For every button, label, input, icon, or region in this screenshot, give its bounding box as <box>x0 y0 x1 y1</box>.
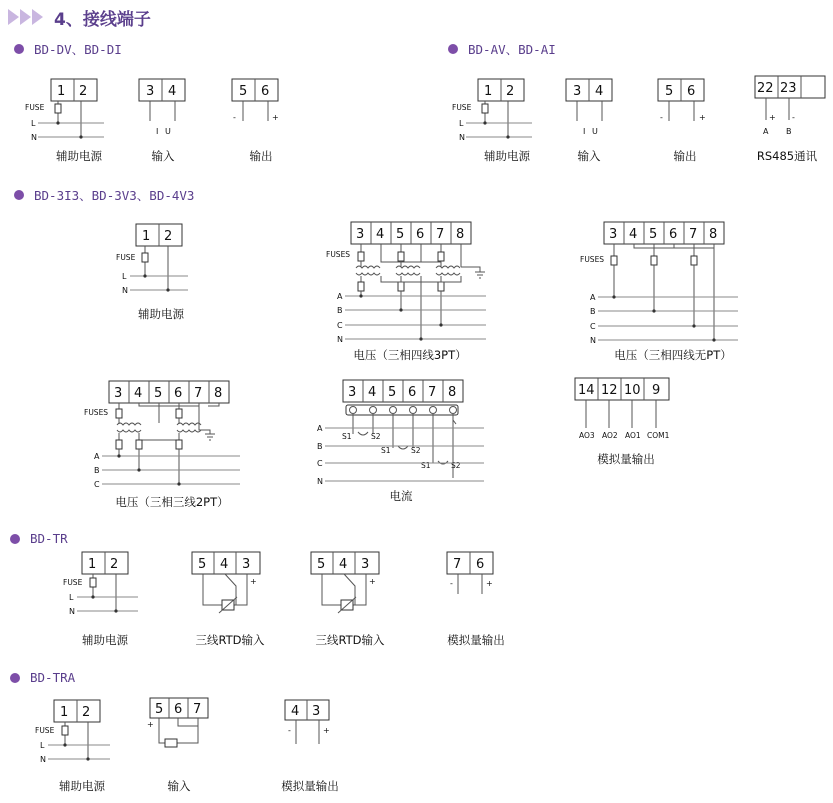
terminal-number: 6 <box>687 84 696 99</box>
terminal-number: 8 <box>456 227 465 242</box>
ct-label: S1 <box>421 461 431 470</box>
fuse-label: FUSE <box>63 578 83 587</box>
rtd-input-diagram-2 <box>311 552 379 613</box>
caption-output: 输出 <box>249 149 273 163</box>
line-label: L <box>69 593 74 602</box>
polarity-label: + <box>769 113 776 122</box>
phase-label: A <box>94 452 100 461</box>
terminal-number: 5 <box>198 557 207 572</box>
rs485-diagram <box>755 76 825 136</box>
terminal-number: 5 <box>155 702 164 717</box>
fuse-label: FUSES <box>326 250 351 259</box>
terminal-number: 23 <box>780 81 797 96</box>
terminal-number: 4 <box>339 557 348 572</box>
terminal-number: 4 <box>168 84 177 99</box>
section-label: BD-3I3、BD-3V3、BD-4V3 <box>34 188 195 203</box>
fuse-label: FUSE <box>35 726 55 735</box>
resistor-icon <box>165 739 177 747</box>
fuse-icon <box>611 256 617 265</box>
terminal-number: 12 <box>601 383 618 398</box>
polarity-label: + <box>147 720 154 729</box>
voltage-3pt-diagram <box>326 222 486 344</box>
ct-label: S1 <box>342 432 352 441</box>
terminal-number: 5 <box>154 386 163 401</box>
terminal-number: 2 <box>110 557 119 572</box>
phase-label: B <box>337 306 343 315</box>
fuse-icon <box>438 252 444 261</box>
analog-output-4ch-diagram <box>575 378 670 440</box>
caption-vnopt: 电压（三相四线无PT） <box>614 348 732 362</box>
terminal-number: 5 <box>396 227 405 242</box>
line-label: N <box>459 133 465 142</box>
fuse-icon <box>116 409 122 418</box>
terminal-number: 8 <box>709 227 718 242</box>
terminal-number: 7 <box>436 227 445 242</box>
fuse-label: FUSE <box>452 103 472 112</box>
terminal-number: 3 <box>573 84 582 99</box>
terminal-number: 5 <box>649 227 658 242</box>
terminal-number: 4 <box>220 557 229 572</box>
phase-label: A <box>317 424 323 433</box>
fuse-icon <box>482 104 488 113</box>
aux-power-diagram-1 <box>25 79 104 142</box>
terminal-number: 3 <box>356 227 365 242</box>
terminal-number: 6 <box>261 84 270 99</box>
voltage-nopt-diagram <box>580 222 738 345</box>
analog-label: AO1 <box>625 431 641 440</box>
caption-aux: 辅助电源 <box>59 779 105 793</box>
terminal-number: 3 <box>312 704 321 719</box>
fuse-icon <box>358 252 364 261</box>
ct-label: S2 <box>371 432 381 441</box>
terminal-strip <box>346 405 458 415</box>
terminal-number: 2 <box>506 84 515 99</box>
terminal-number: 1 <box>484 84 493 99</box>
analog-label: AO2 <box>602 431 618 440</box>
current-diagram <box>317 380 484 486</box>
terminal-number: 4 <box>134 386 143 401</box>
transformer-icon <box>436 266 460 275</box>
input-label: I <box>583 127 586 136</box>
line-label: L <box>31 119 36 128</box>
section-label: BD-TRA <box>30 670 76 685</box>
terminal-number: 7 <box>453 557 462 572</box>
output-diagram-2 <box>658 79 706 122</box>
phase-label: A <box>337 292 343 301</box>
polarity-label: - <box>450 579 453 588</box>
transformer-icon <box>356 266 380 275</box>
fuse-label: FUSE <box>116 253 136 262</box>
analog-output-diagram-1 <box>447 552 493 594</box>
caption-rtd: 三线RTD输入 <box>315 633 385 647</box>
line-label: L <box>459 119 464 128</box>
terminal-number: 3 <box>609 227 618 242</box>
input-diagram-1 <box>139 79 185 136</box>
terminal-number: 1 <box>57 84 66 99</box>
caption-analog: 模拟量输出 <box>447 633 505 647</box>
aux-power-diagram-5 <box>35 700 110 764</box>
terminal-number: 4 <box>291 704 300 719</box>
fuse-icon <box>691 256 697 265</box>
terminal-number: 6 <box>416 227 425 242</box>
phase-label: C <box>337 321 343 330</box>
phase-label: B <box>317 442 323 451</box>
terminal-number: 3 <box>114 386 123 401</box>
terminal-number: 3 <box>146 84 155 99</box>
terminal-number: 4 <box>595 84 604 99</box>
input-label: U <box>165 127 171 136</box>
ground-icon <box>475 272 485 278</box>
input-label: I <box>156 127 159 136</box>
terminal-number: 14 <box>578 383 595 398</box>
analog-output-diagram-2 <box>285 700 330 744</box>
phase-label: N <box>590 336 596 345</box>
fuse-icon <box>55 104 61 113</box>
terminal-number: 2 <box>164 229 173 244</box>
terminal-number: 8 <box>214 386 223 401</box>
section-label: BD-TR <box>30 531 68 546</box>
terminal-number: 2 <box>79 84 88 99</box>
caption-input: 输入 <box>151 149 175 163</box>
polarity-label: + <box>486 579 493 588</box>
polarity-label: + <box>369 577 376 586</box>
page-title: 4、接线端子 <box>54 9 151 30</box>
line-label: L <box>122 272 127 281</box>
caption-v3pt: 电压（三相四线3PT） <box>353 348 467 362</box>
bus-label: B <box>786 127 792 136</box>
aux-power-diagram-2 <box>452 79 532 142</box>
terminal-number: 5 <box>317 557 326 572</box>
polarity-label: + <box>699 113 706 122</box>
phase-label: B <box>94 466 100 475</box>
caption-input: 输入 <box>167 779 191 793</box>
transformer-icon <box>177 423 201 432</box>
caption-current: 电流 <box>389 489 413 503</box>
caption-aux: 辅助电源 <box>138 307 184 321</box>
caption-rtd: 三线RTD输入 <box>195 633 265 647</box>
caption-aux: 辅助电源 <box>484 149 530 163</box>
fuse-icon <box>62 726 68 735</box>
ct-label: S1 <box>381 446 391 455</box>
caption-rs485: RS485通讯 <box>756 149 818 163</box>
section-label: BD-DV、BD-DI <box>34 42 122 57</box>
fuse-icon <box>90 578 96 587</box>
phase-label: C <box>94 480 100 489</box>
terminal-number: 6 <box>174 386 183 401</box>
terminal-number: 4 <box>376 227 385 242</box>
terminal-number: 10 <box>624 383 641 398</box>
terminal-number: 22 <box>757 81 774 96</box>
caption-v2pt: 电压（三相三线2PT） <box>115 495 229 509</box>
ct-label: S2 <box>411 446 421 455</box>
analog-label: COM1 <box>647 431 670 440</box>
phase-label: N <box>337 335 343 344</box>
fuse-icon <box>398 282 404 291</box>
rtd-sensor-icon <box>219 597 237 613</box>
fuse-icon <box>176 440 182 449</box>
voltage-2pt-diagram <box>84 381 240 489</box>
terminal-number: 3 <box>361 557 370 572</box>
line-label: N <box>122 286 128 295</box>
line-label: N <box>69 607 75 616</box>
line-label: N <box>31 133 37 142</box>
phase-label: C <box>317 459 323 468</box>
terminal-number: 3 <box>242 557 251 572</box>
terminal-number: 9 <box>652 383 661 398</box>
terminal-number: 4 <box>629 227 638 242</box>
terminal-number: 7 <box>689 227 698 242</box>
polarity-label: + <box>323 726 330 735</box>
fuse-icon <box>136 440 142 449</box>
caption-aux: 辅助电源 <box>56 149 102 163</box>
tra-input-diagram <box>147 698 208 747</box>
phase-label: B <box>590 307 596 316</box>
terminal-number: 2 <box>82 705 91 720</box>
polarity-label: + <box>250 577 257 586</box>
terminal-number: 1 <box>88 557 97 572</box>
polarity-label: - <box>792 113 795 122</box>
terminal-number: 5 <box>665 84 674 99</box>
fuse-icon <box>438 282 444 291</box>
fuse-icon <box>358 282 364 291</box>
fuse-label: FUSES <box>84 408 109 417</box>
aux-power-diagram-3 <box>116 224 188 295</box>
line-label: L <box>40 741 45 750</box>
terminal-number: 6 <box>476 557 485 572</box>
terminal-number: 1 <box>142 229 151 244</box>
fuse-label: FUSE <box>25 103 45 112</box>
analog-label: AO3 <box>579 431 595 440</box>
terminal-number: 5 <box>239 84 248 99</box>
terminal-number: 6 <box>669 227 678 242</box>
ct-icon <box>358 432 368 435</box>
rtd-sensor-icon <box>338 597 356 613</box>
phase-label: N <box>317 477 323 486</box>
fuse-icon <box>398 252 404 261</box>
line-label: N <box>40 755 46 764</box>
input-label: U <box>592 127 598 136</box>
section-label: BD-AV、BD-AI <box>468 42 556 57</box>
fuse-icon <box>651 256 657 265</box>
fuse-label: FUSES <box>580 255 605 264</box>
caption-analog: 模拟量输出 <box>597 452 655 466</box>
transformer-icon <box>117 423 141 432</box>
ct-label: S2 <box>451 461 461 470</box>
terminal-number: 4 <box>368 385 377 400</box>
polarity-label: - <box>660 113 663 122</box>
fuse-icon <box>142 253 148 262</box>
ground-icon <box>205 434 215 440</box>
terminal-number: 6 <box>174 702 183 717</box>
transformer-icon <box>396 266 420 275</box>
terminal-number: 7 <box>194 386 203 401</box>
terminal-number: 3 <box>348 385 357 400</box>
caption-aux: 辅助电源 <box>82 633 128 647</box>
polarity-label: - <box>288 726 291 735</box>
terminal-number: 1 <box>60 705 69 720</box>
terminal-number: 6 <box>408 385 417 400</box>
terminal-number: 7 <box>428 385 437 400</box>
caption-output: 输出 <box>673 149 697 163</box>
phase-label: C <box>590 322 596 331</box>
fuse-icon <box>176 409 182 418</box>
input-diagram-2 <box>566 79 612 136</box>
rtd-input-diagram-1 <box>192 552 260 613</box>
polarity-label: + <box>272 113 279 122</box>
terminal-number: 5 <box>388 385 397 400</box>
caption-analog: 模拟量输出 <box>281 779 339 793</box>
terminal-number: 8 <box>448 385 457 400</box>
output-diagram-1 <box>232 79 279 122</box>
fuse-icon <box>116 440 122 449</box>
aux-power-diagram-4 <box>63 552 138 616</box>
polarity-label: - <box>233 113 236 122</box>
terminal-number: 7 <box>193 702 202 717</box>
phase-label: A <box>590 293 596 302</box>
bus-label: A <box>763 127 769 136</box>
caption-input: 输入 <box>577 149 601 163</box>
